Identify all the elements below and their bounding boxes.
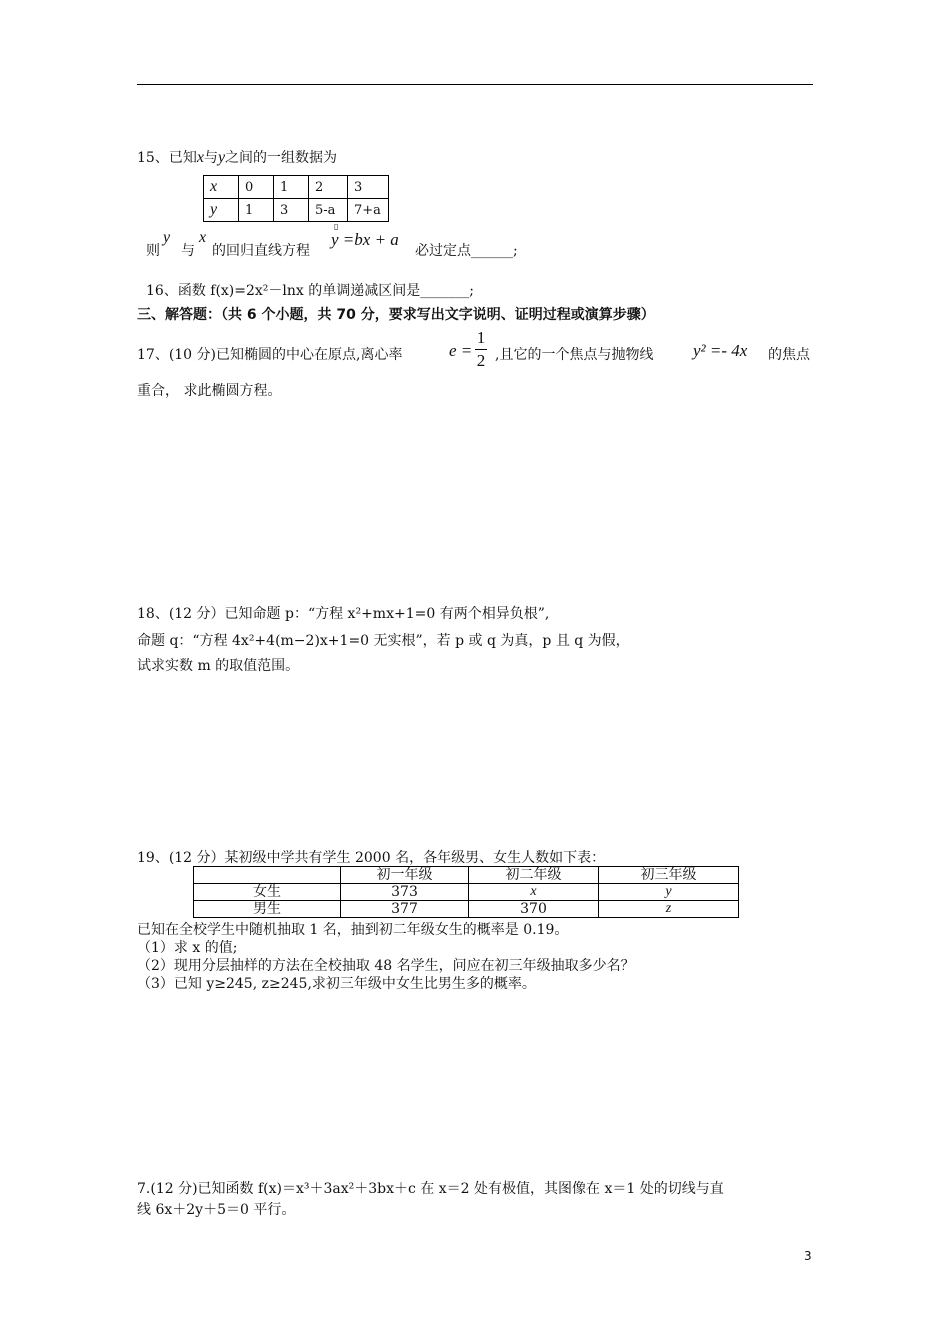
table-row xyxy=(194,901,739,918)
q17-fraction xyxy=(475,328,487,371)
table-cell: x xyxy=(204,176,239,199)
q7-line1: 7.(12 分)已知函数 f(x)＝x³＋3ax²＋3bx＋c 在 x＝2 处有极值，其图像在 x＝1 处的切线与直 xyxy=(137,1181,724,1197)
table-cell: 3 xyxy=(274,199,309,222)
table-row xyxy=(204,176,389,199)
q15-line2-tail: 的回归直线方程 xyxy=(212,243,310,259)
table-cell: 男生 xyxy=(194,901,341,918)
fraction-numerator: 1 xyxy=(476,328,486,347)
q15-line2-pre: 则 xyxy=(146,243,160,259)
q19-line1: 19、(12 分）某初级中学共有学生 2000 名，各年级男、女生人数如下表： xyxy=(137,850,606,866)
q19-line3: （1）求 x 的值; xyxy=(137,940,238,956)
q15-line2-mid: 与 xyxy=(181,243,195,259)
section-heading: 三、解答题：（共 6 个小题，共 70 分，要求写出文字说明、证明过程或演算步骤） xyxy=(137,307,655,323)
table-header-cell: 初一年级 xyxy=(341,867,469,884)
table-header-cell: 初三年级 xyxy=(599,867,739,884)
q18-line2: 命题 q：“方程 4x²+4(m−2)x+1=0 无实根”，若 p 或 q 为真，p 且 q 为假， xyxy=(137,633,630,649)
table-cell: y xyxy=(599,884,739,901)
table-row xyxy=(204,199,389,222)
table-cell: 0 xyxy=(239,176,274,199)
table-cell: 5-a xyxy=(309,199,348,222)
q17-line2: 重合， 求此椭圆方程。 xyxy=(137,383,282,399)
q17-line1-tail: 的焦点 xyxy=(768,347,810,363)
q18-line1: 18、(12 分）已知命题 p：“方程 x²+mx+1=0 有两个相异负根”, xyxy=(137,606,550,622)
q15-answer-blank: 必过定点______; xyxy=(415,243,518,259)
table-cell: 1 xyxy=(239,199,274,222)
table-cell: y xyxy=(204,199,239,222)
table-header-cell xyxy=(194,867,341,884)
table-cell: 女生 xyxy=(194,884,341,901)
table-cell: 373 xyxy=(341,884,469,901)
table-cell: 370 xyxy=(469,901,599,918)
header-rule xyxy=(137,84,813,85)
q15-tail: 之间的一组数据为 xyxy=(225,150,338,166)
q15-line2-y: y xyxy=(163,229,171,246)
table-cell: z xyxy=(599,901,739,918)
table-cell: 377 xyxy=(341,901,469,918)
q15-label: 15、已知 xyxy=(137,150,197,166)
table-row xyxy=(194,884,739,901)
q19-student-table xyxy=(193,866,739,918)
q15-line2-x: x xyxy=(199,229,207,246)
q17-line1-pre: 17、(10 分)已知椭圆的中心在原点,离心率 xyxy=(137,347,403,363)
table-cell: x xyxy=(469,884,599,901)
page-number: 3 xyxy=(804,1249,812,1263)
q19-line4: （2）现用分层抽样的方法在全校抽取 48 名学生，问应在初三年级抽取多少名？ xyxy=(137,958,635,974)
fraction-denominator: 2 xyxy=(476,351,486,370)
q19-line5: （3）已知 y≥245, z≥245,求初三年级中女生比男生多的概率。 xyxy=(137,976,536,992)
table-cell: 1 xyxy=(274,176,309,199)
q15-mid: 与 xyxy=(203,150,218,166)
table-row xyxy=(194,867,739,884)
q18-line3: 试求实数 m 的取值范围。 xyxy=(137,658,300,674)
q15-data-table xyxy=(203,175,389,222)
table-cell: 2 xyxy=(309,176,348,199)
q16-text: 16、函数 f(x)=2x²－lnx 的单调递减区间是_______; xyxy=(146,283,474,299)
q19-line2: 已知在全校学生中随机抽取 1 名，抽到初二年级女生的概率是 0.19。 xyxy=(137,922,569,938)
q17-parabola: y² =- 4x xyxy=(693,341,748,360)
fraction-bar xyxy=(475,349,487,350)
q7-line2: 线 6x＋2y＋5＝0 平行。 xyxy=(137,1202,296,1218)
table-header-cell: 初二年级 xyxy=(469,867,599,884)
q15-line1 xyxy=(137,147,337,167)
q15-hat-mark: ▯ xyxy=(334,222,339,231)
table-cell: 7+a xyxy=(348,199,389,222)
q15-regression-equation: y =bx + a xyxy=(331,230,399,249)
q15-var-x: x xyxy=(196,149,204,166)
q17-line1-mid: ,且它的一个焦点与抛物线 xyxy=(495,347,654,363)
table-cell: 3 xyxy=(348,176,389,199)
q15-var-y: y xyxy=(217,149,226,166)
q17-eccentricity: e = xyxy=(449,341,473,360)
